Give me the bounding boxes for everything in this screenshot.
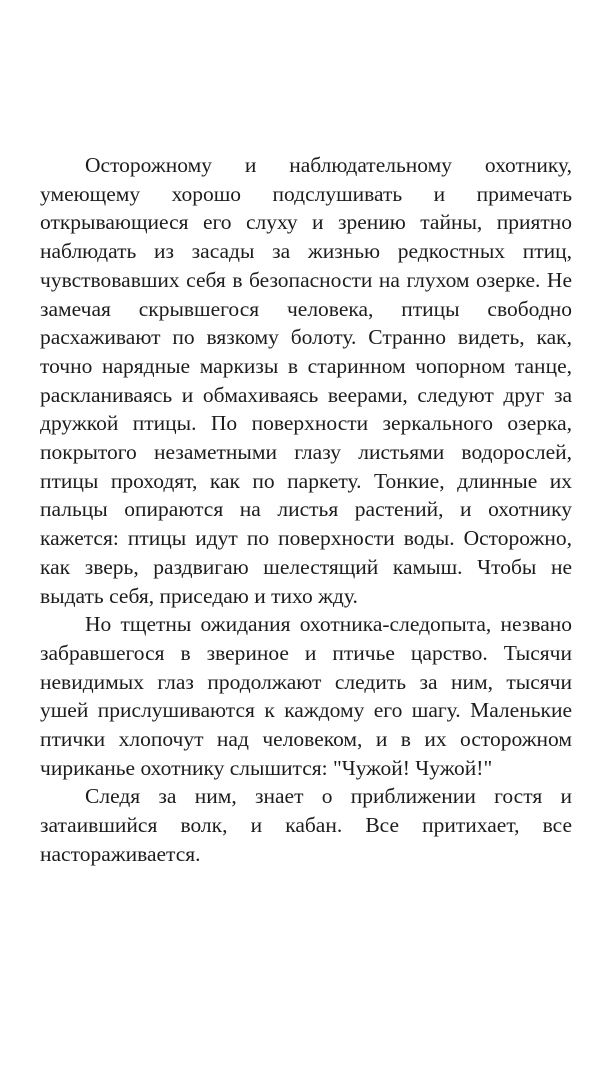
paragraph-3: Следя за ним, знает о приближении гостя и затаившийся волк, и кабан. Все притихает, все настораживается.	[40, 784, 572, 866]
paragraph-1: Осторожному и наблюдательному охотнику, умеющему хорошо подслушивать и примечать открывающиеся его слуху и зрению тайны, приятно наблюдать из засады за жизнью редкостных птиц, чувствовавших себя в безопасности на глухом озерке. Не замечая скрывшегося человека, птицы свободно расхаживают по вязкому болоту. Странно видеть, как, точно нарядные маркизы в старинном чопорном танце, раскланиваясь и обмахиваясь веерами, следуют друг за дружкой птицы. По поверхности зеркального озерка, покрытого незаметными глазу листьями водорослей, птицы проходят, как по паркету. Тонкие, длинные их пальцы опираются на листья растений, и охотнику кажется: птицы идут по поверхности воды. Осторожно, как зверь, раздвигаю шелестящий камыш. Чтобы не выдать себя, приседаю и тихо жду.	[40, 153, 572, 608]
document-body	[40, 151, 572, 869]
paragraph-2: Но тщетны ожидания охотника-следопыта, незвано забравшегося в звериное и птичье царство. Тысячи невидимых глаз продолжают следить за ним, тысячи ушей прислушиваются к каждому его шагу. Маленькие птички хлопочут над человеком, и в их осторожном чириканье охотнику слышится: "Чужой! Чужой!"	[40, 612, 572, 780]
